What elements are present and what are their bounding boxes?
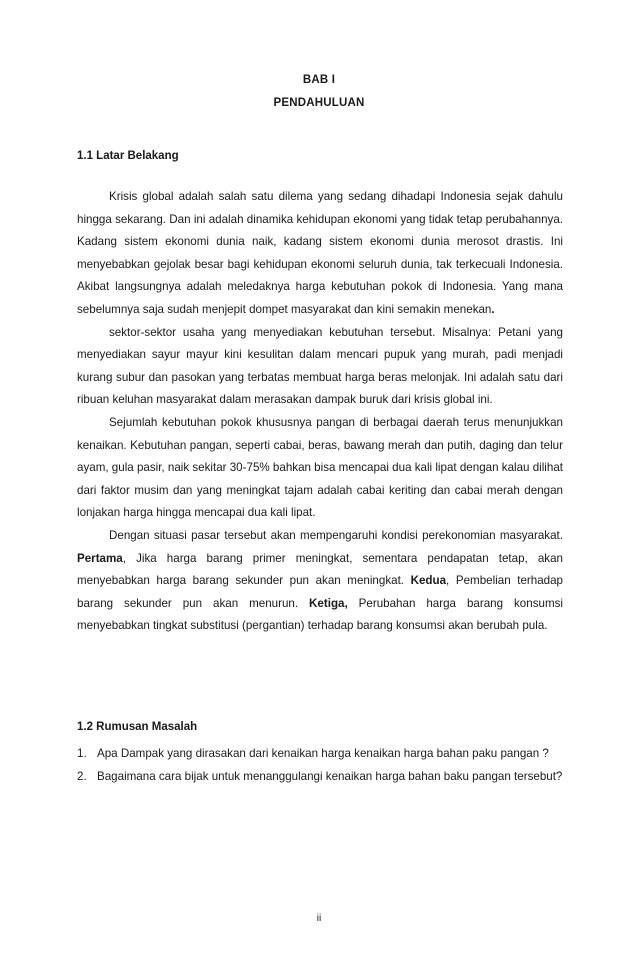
section-body-latar-belakang	[77, 186, 563, 638]
list-item-text: Apa Dampak yang dirasakan dari kenaikan harga kenaikan harga bahan paku pangan ?	[97, 747, 549, 760]
problem-list	[77, 743, 563, 788]
emphasis-kedua: Kedua	[410, 574, 447, 588]
paragraph-4-text-c: , Jika harga barang primer meningkat, sementara pendapatan tetap, akan menyebabkan harga barang sekunder pun akan meningkat.	[77, 551, 563, 588]
chapter-title: PENDAHULUAN	[273, 97, 365, 109]
section-title-rumusan-masalah: 1.2 Rumusan Masalah	[77, 721, 198, 733]
list-item-number: 1.	[77, 747, 87, 760]
list-item	[77, 743, 563, 766]
paragraph-4	[77, 525, 563, 638]
page-number: ii	[316, 913, 322, 924]
paragraph-1	[77, 186, 563, 322]
paragraph-1-end: .	[491, 302, 495, 316]
list-item-text: Bagaimana cara bijak untuk menanggulangi kenaikan harga bahan baku pangan tersebut?	[97, 769, 563, 783]
chapter-label: BAB I	[302, 74, 336, 86]
emphasis-pertama: Pertama	[77, 551, 123, 565]
paragraph-4-text-d: , Pembelian terhadap barang sekunder pun akan menurun.	[77, 574, 563, 610]
paragraph-4-text-a: Dengan situasi pasar tersebut akan mempengaruhi kondisi perekonomian masyarakat.	[109, 528, 563, 542]
section-title-latar-belakang: 1.1 Latar Belakang	[77, 150, 179, 162]
paragraph-2: sektor-sektor usaha yang menyediakan kebutuhan tersebut. Misalnya: Petani yang menyediakan sayur mayur kini kesulitan dalam mencari pupuk yang murah, padi menjadi kurang subur dan pasokan yang terbatas membuat harga beras melonjak. Ini adalah satu dari ribuan keluhan masyarakat dalam merasakan dampak buruk dari krisis global ini.	[77, 325, 563, 407]
emphasis-ketiga: Ketiga,	[309, 596, 348, 610]
paragraph-3: Sejumlah kebutuhan pokok khususnya pangan di berbagai daerah terus menunjukkan kenaikan. Kebutuhan pangan, seperti cabai, beras, bawang merah dan putih, daging dan telur ayam, gula pasir, naik sekitar 30-75% bahkan bisa mencapai dua kali lipat dengan kalau dilihat dari faktor musim dan yang meningkat tajam adalah cabai keriting dan cabai merah dengan lonjakan harga hingga mencapai dua kali lipat.	[77, 415, 563, 520]
list-item	[77, 766, 563, 789]
paragraph-1-text: Krisis global adalah salah satu dilema yang sedang dihadapi Indonesia sejak dahulu hingga sekarang. Dan ini adalah dinamika kehidupan ekonomi yang tidak tetap perubahannya. Kadang sistem ekonomi dunia naik, kadang sistem ekonomi dunia merosot drastis. Ini menyebabkan gejolak besar bagi kehidupan ekonomi seluruh dunia, tak terkecuali Indonesia. Akibat langsungnya adalah meledaknya harga kebutuhan pokok di Indonesia. Yang mana sebelumnya saja sudah menjepit dompet masyarakat dan kini semakin menekan	[77, 190, 563, 316]
paragraph-4-text-e: Perubahan harga barang konsumsi menyebabkan tingkat substitusi (pergantian) terhadap barang konsumsi akan berubah pula.	[77, 596, 563, 633]
list-item-number: 2.	[77, 769, 87, 783]
